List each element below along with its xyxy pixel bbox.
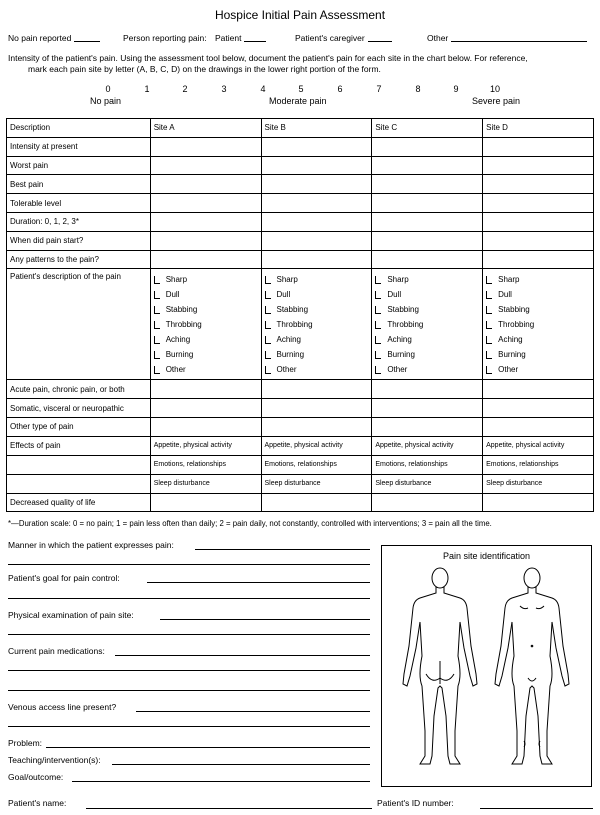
checkbox-stabbing[interactable]: Stabbing [154,302,258,317]
checkbox-icon [154,351,160,359]
person-label: Person reporting pain: [123,33,207,43]
checkbox-burning[interactable]: Burning [154,347,258,362]
table-row [7,137,594,156]
site-c-cell[interactable] [372,380,483,399]
site-a-cell[interactable] [150,399,261,418]
checkbox-icon [154,306,160,314]
effects-cell[interactable]: Sleep disturbance [261,474,372,493]
checkbox-other[interactable]: Other [265,362,369,377]
checkbox-icon [265,336,271,344]
checkbox-icon [154,366,160,374]
problem-blank[interactable] [46,747,370,748]
site-c-descriptors [372,269,483,380]
checkbox-dull[interactable]: Dull [486,287,590,302]
table-row [7,417,594,436]
pain-assessment-table [6,118,594,512]
row-label: Decreased quality of life [7,493,151,511]
site-b-cell[interactable] [261,250,372,269]
effects-cell[interactable]: Emotions, relationships [372,455,483,474]
effects-cell[interactable]: Emotions, relationships [261,455,372,474]
checkbox-other[interactable]: Other [154,362,258,377]
site-c-cell[interactable] [372,399,483,418]
goal-outcome-field: Goal/outcome: [8,772,370,784]
checkbox-icon [486,321,492,329]
site-c-cell[interactable] [372,194,483,213]
caregiver-field: Patient's caregiver [295,33,365,43]
medications-blank-line[interactable] [8,670,370,671]
header-site-a: Site A [150,119,261,138]
checkbox-icon [375,351,381,359]
site-d-cell[interactable] [483,212,594,231]
header-site-b: Site B [261,119,372,138]
effects-cell[interactable]: Sleep disturbance [483,474,594,493]
intensity-line-1: Intensity of the patient's pain. Using the assessment tool below, document the patient's pain for each site in the chart below. For reference, [8,53,528,63]
site-c-cell[interactable] [372,156,483,175]
table-row [7,156,594,175]
site-a-cell[interactable] [150,493,261,511]
row-label: Any patterns to the pain? [7,250,151,269]
site-b-cell[interactable] [261,231,372,250]
site-c-cell[interactable] [372,137,483,156]
site-b-cell[interactable] [261,380,372,399]
site-b-cell[interactable] [261,194,372,213]
scale-number: 5 [298,84,304,94]
other-field: Other [427,33,448,43]
duration-footnote: *—Duration scale: 0 = no pain; 1 = pain less often than daily; 2 = pain daily, not constantly, controlled with interventions; 3 = pain all the time. [8,519,492,528]
pain-scale [0,84,600,108]
site-c-cell[interactable] [372,250,483,269]
front-figure-icon [495,568,569,764]
scale-mid-label: Moderate pain [269,96,327,106]
venous-blank-line[interactable] [8,726,370,727]
goal-blank[interactable] [147,582,370,583]
site-c-cell[interactable] [372,493,483,511]
table-row [7,212,594,231]
checkbox-aching[interactable]: Aching [375,332,479,347]
checkbox-icon [486,366,492,374]
checkbox-aching[interactable]: Aching [154,332,258,347]
goal-blank-line[interactable] [8,598,370,599]
back-figure-icon [403,568,477,764]
caregiver-blank[interactable] [368,33,392,42]
table-row-description [7,269,594,380]
table-row [7,175,594,194]
checkbox-icon [265,321,271,329]
medications-blank[interactable] [115,655,370,656]
row-label: Other type of pain [7,417,151,436]
row-label: Somatic, visceral or neuropathic [7,399,151,418]
scale-high-label: Severe pain [472,96,521,106]
manner-blank-line[interactable] [8,564,370,565]
checkbox-icon [375,321,381,329]
other-blank[interactable] [451,33,587,42]
body-outline-icon[interactable] [392,566,582,778]
row-label: When did pain start? [7,231,151,250]
checkbox-icon [154,321,160,329]
patient-name-label: Patient's name: [8,798,67,808]
site-b-cell[interactable] [261,137,372,156]
row-label: Acute pain, chronic pain, or both [7,380,151,399]
scale-low-label: No pain [90,96,122,106]
site-b-cell[interactable] [261,417,372,436]
scale-number: 2 [182,84,188,94]
site-a-cell[interactable] [150,380,261,399]
teaching-field: Teaching/intervention(s): [8,755,370,767]
table-row-effects [7,455,594,474]
intensity-instructions [8,53,593,75]
checkbox-throbbing[interactable]: Throbbing [154,317,258,332]
checkbox-icon [154,336,160,344]
row-label [7,455,151,474]
site-a-descriptors [150,269,261,380]
row-label [7,474,151,493]
effects-cell[interactable]: Sleep disturbance [150,474,261,493]
scale-number: 7 [376,84,382,94]
table-row [7,250,594,269]
pain-site-title: Pain site identification [442,551,531,561]
reporting-row [8,33,593,45]
table-header-row [7,119,594,138]
checkbox-burning[interactable]: Burning [265,347,369,362]
table-row [7,194,594,213]
checkbox-icon [486,351,492,359]
checkbox-aching[interactable]: Aching [265,332,369,347]
scale-number: 4 [260,84,266,94]
checkbox-icon [375,366,381,374]
effects-cell[interactable]: Appetite, physical activity [372,436,483,455]
no-pain-field: No pain reported [8,33,71,43]
physical-field: Physical examination of pain site: [8,610,370,622]
site-d-cell[interactable] [483,493,594,511]
site-b-cell[interactable] [261,212,372,231]
site-a-cell[interactable] [150,156,261,175]
checkbox-icon [486,291,492,299]
table-row [7,380,594,399]
site-d-cell[interactable] [483,417,594,436]
checkbox-dull[interactable]: Dull [375,287,479,302]
row-label: Patient's description of the pain [7,269,151,380]
checkbox-stabbing[interactable]: Stabbing [375,302,479,317]
scale-number: 3 [221,84,227,94]
site-a-cell[interactable] [150,137,261,156]
effects-cell[interactable]: Appetite, physical activity [483,436,594,455]
physical-blank[interactable] [160,619,370,620]
site-c-cell[interactable] [372,231,483,250]
site-a-cell[interactable] [150,212,261,231]
checkbox-sharp[interactable]: Sharp [486,272,590,287]
table-row [7,399,594,418]
page-title: Hospice Initial Pain Assessment [214,8,386,22]
checkbox-icon [265,291,271,299]
checkbox-throbbing[interactable]: Throbbing [265,317,369,332]
site-d-cell[interactable] [483,156,594,175]
patient-info-row [8,798,593,810]
checkbox-sharp[interactable]: Sharp [265,272,369,287]
site-d-cell[interactable] [483,380,594,399]
header-site-c: Site C [372,119,483,138]
venous-field: Venous access line present? [8,702,370,714]
site-b-descriptors [261,269,372,380]
row-label: Duration: 0, 1, 2, 3* [7,212,151,231]
row-label: Tolerable level [7,194,151,213]
site-d-descriptors [483,269,594,380]
table-row [7,493,594,511]
checkbox-sharp[interactable]: Sharp [154,272,258,287]
checkbox-stabbing[interactable]: Stabbing [265,302,369,317]
teaching-blank[interactable] [112,764,370,765]
checkbox-throbbing[interactable]: Throbbing [486,317,590,332]
row-label: Effects of pain [7,436,151,455]
row-label: Worst pain [7,156,151,175]
site-d-cell[interactable] [483,194,594,213]
site-b-cell[interactable] [261,399,372,418]
checkbox-icon [486,276,492,284]
patient-id-label: Patient's ID number: [377,798,454,808]
medications-field: Current pain medications: [8,646,370,658]
effects-cell[interactable]: Appetite, physical activity [261,436,372,455]
physical-blank-line[interactable] [8,634,370,635]
checkbox-icon [154,276,160,284]
row-label: Intensity at present [7,137,151,156]
site-b-cell[interactable] [261,156,372,175]
patient-id-blank[interactable] [480,808,593,809]
checkbox-icon [265,366,271,374]
site-b-cell[interactable] [261,175,372,194]
problem-field: Problem: [8,738,370,750]
patient-blank[interactable] [244,33,266,42]
checkbox-icon [486,306,492,314]
checkbox-icon [486,336,492,344]
checkbox-sharp[interactable]: Sharp [375,272,479,287]
checkbox-icon [265,276,271,284]
checkbox-dull[interactable]: Dull [265,287,369,302]
scale-number: 6 [337,84,343,94]
site-d-cell[interactable] [483,250,594,269]
site-b-cell[interactable] [261,493,372,511]
venous-blank[interactable] [136,711,370,712]
table-row-effects [7,474,594,493]
patient-field: Patient [215,33,241,43]
checkbox-icon [375,276,381,284]
site-d-cell[interactable] [483,137,594,156]
site-a-cell[interactable] [150,231,261,250]
site-a-cell[interactable] [150,250,261,269]
scale-number: 8 [415,84,421,94]
site-a-cell[interactable] [150,417,261,436]
checkbox-aching[interactable]: Aching [486,332,590,347]
no-pain-blank[interactable] [74,33,100,42]
site-d-cell[interactable] [483,175,594,194]
row-label: Best pain [7,175,151,194]
pain-site-identification [381,545,592,787]
checkbox-dull[interactable]: Dull [154,287,258,302]
checkbox-icon [375,306,381,314]
site-d-cell[interactable] [483,399,594,418]
scale-number: 0 [105,84,111,94]
site-a-cell[interactable] [150,175,261,194]
checkbox-icon [375,291,381,299]
checkbox-icon [265,351,271,359]
effects-cell[interactable]: Emotions, relationships [150,455,261,474]
checkbox-icon [265,306,271,314]
checkbox-icon [375,336,381,344]
effects-cell[interactable]: Emotions, relationships [483,455,594,474]
patient-name-blank[interactable] [86,808,372,809]
scale-number: 10 [489,84,500,94]
site-d-cell[interactable] [483,231,594,250]
site-a-cell[interactable] [150,194,261,213]
scale-number: 1 [144,84,150,94]
intensity-line-2: mark each pain site by letter (A, B, C, D) on the drawings in the lower right portion of the form. [28,64,381,74]
effects-cell[interactable]: Sleep disturbance [372,474,483,493]
manner-blank[interactable] [195,549,370,550]
checkbox-burning[interactable]: Burning [486,347,590,362]
checkbox-other[interactable]: Other [486,362,590,377]
table-row [7,231,594,250]
manner-field: Manner in which the patient expresses pain: [8,540,370,552]
table-row-effects [7,436,594,455]
goal-outcome-blank[interactable] [72,781,370,782]
medications-blank-line[interactable] [8,690,370,691]
goal-field: Patient's goal for pain control: [8,573,370,585]
checkbox-stabbing[interactable]: Stabbing [486,302,590,317]
site-c-cell[interactable] [372,417,483,436]
scale-number: 9 [453,84,459,94]
site-c-cell[interactable] [372,175,483,194]
header-site-d: Site D [483,119,594,138]
checkbox-throbbing[interactable]: Throbbing [375,317,479,332]
site-c-cell[interactable] [372,212,483,231]
checkbox-icon [154,291,160,299]
checkbox-other[interactable]: Other [375,362,479,377]
effects-cell[interactable]: Appetite, physical activity [150,436,261,455]
header-description: Description [7,119,151,138]
checkbox-burning[interactable]: Burning [375,347,479,362]
